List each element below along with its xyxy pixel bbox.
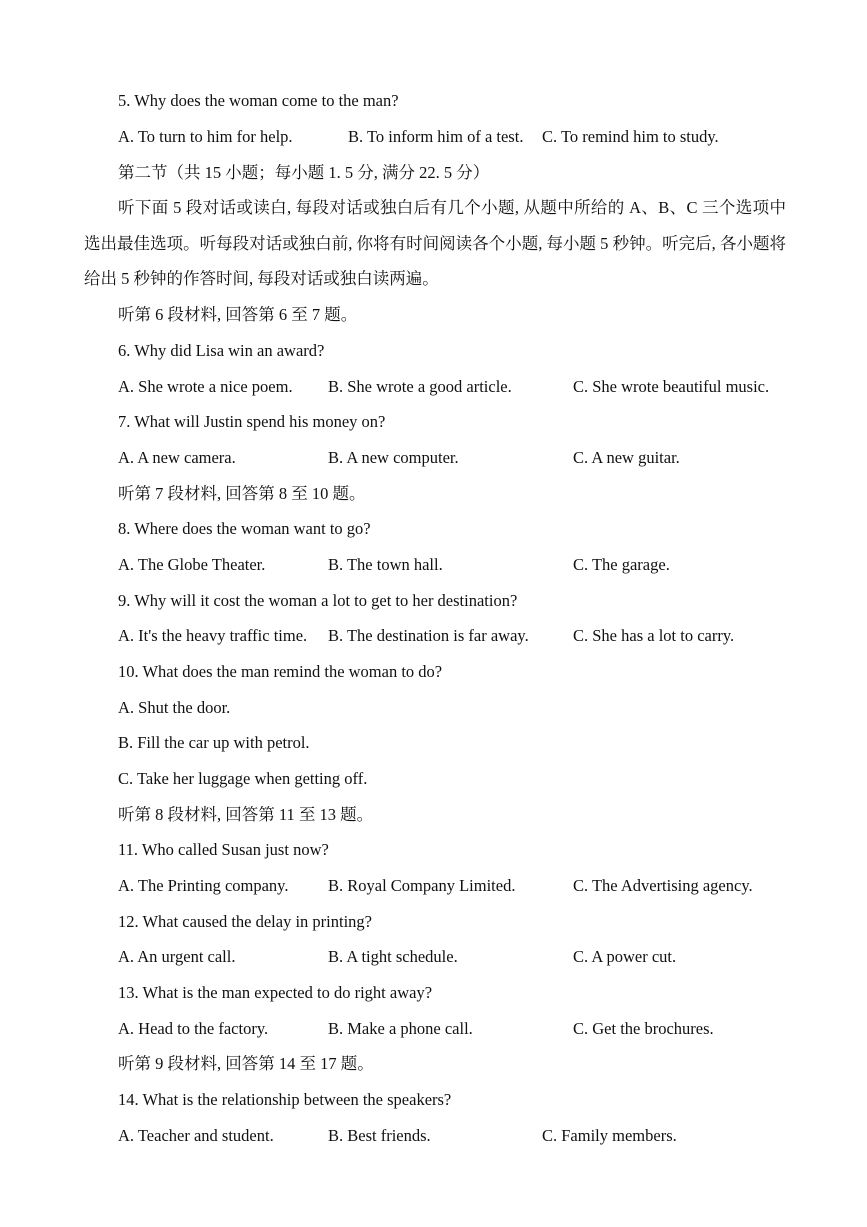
q14-option-a: A. Teacher and student. — [118, 1126, 274, 1145]
q14-stem: 14. What is the relationship between the speakers? — [118, 1090, 452, 1109]
q5-option-b: B. To inform him of a test. — [348, 127, 524, 146]
material-8-heading: 听第 8 段材料, 回答第 11 至 13 题。 — [118, 805, 374, 824]
q6-stem: 6. Why did Lisa win an award? — [118, 341, 325, 360]
q11-stem: 11. Who called Susan just now? — [118, 840, 329, 859]
q14-option-b: B. Best friends. — [328, 1126, 431, 1145]
q8-option-a: A. The Globe Theater. — [118, 555, 266, 574]
q10-stem: 10. What does the man remind the woman to do? — [118, 662, 443, 681]
q8-option-b: B. The town hall. — [328, 555, 443, 574]
q11-option-a: A. The Printing company. — [118, 876, 289, 895]
q11-option-b: B. Royal Company Limited. — [328, 876, 516, 895]
q5-stem: 5. Why does the woman come to the man? — [118, 91, 399, 110]
q6-option-a: A. She wrote a nice poem. — [118, 377, 293, 396]
q8-option-c: C. The garage. — [573, 555, 670, 574]
q9-option-a: A. It's the heavy traffic time. — [118, 626, 308, 645]
q13-option-c: C. Get the brochures. — [573, 1019, 714, 1038]
q12-option-c: C. A power cut. — [573, 947, 677, 966]
material-9-heading: 听第 9 段材料, 回答第 14 至 17 题。 — [118, 1054, 374, 1073]
q6-option-b: B. She wrote a good article. — [328, 377, 512, 396]
material-7-heading: 听第 7 段材料, 回答第 8 至 10 题。 — [118, 484, 366, 503]
q10-option-a: A. Shut the door. — [118, 698, 231, 717]
q7-option-c: C. A new guitar. — [573, 448, 680, 467]
q7-option-b: B. A new computer. — [328, 448, 459, 467]
q13-stem: 13. What is the man expected to do right away? — [118, 983, 433, 1002]
q11-option-c: C. The Advertising agency. — [573, 876, 753, 895]
q12-option-a: A. An urgent call. — [118, 947, 236, 966]
q7-stem: 7. What will Justin spend his money on? — [118, 412, 386, 431]
q6-option-c: C. She wrote beautiful music. — [573, 377, 770, 396]
q12-stem: 12. What caused the delay in printing? — [118, 912, 372, 931]
section2-heading: 第二节（共 15 小题；每小题 1. 5 分, 满分 22. 5 分） — [118, 163, 490, 182]
q14-option-c: C. Family members. — [542, 1126, 677, 1145]
q10-option-b: B. Fill the car up with petrol. — [118, 733, 310, 752]
q5-option-c: C. To remind him to study. — [542, 127, 719, 146]
q8-stem: 8. Where does the woman want to go? — [118, 519, 371, 538]
section2-instructions: 听下面 5 段对话或读白, 每段对话或独白后有几个小题, 从题中所给的 A、B、C 三个选项中选出最佳选项。听每段对话或独白前, 你将有时间阅读各个小题, 每小题 5 秒钟。听完后, 各小题将给出 5 秒钟的作答时间, 每段对话或独白读两遍。 — [84, 198, 786, 289]
q5-option-a: A. To turn to him for help. — [118, 127, 293, 146]
q10-option-c: C. Take her luggage when getting off. — [118, 769, 368, 788]
q7-option-a: A. A new camera. — [118, 448, 236, 467]
q13-option-b: B. Make a phone call. — [328, 1019, 473, 1038]
material-6-heading: 听第 6 段材料, 回答第 6 至 7 题。 — [118, 305, 358, 324]
q9-stem: 9. Why will it cost the woman a lot to get to her destination? — [118, 591, 518, 610]
q9-option-b: B. The destination is far away. — [328, 626, 529, 645]
q12-option-b: B. A tight schedule. — [328, 947, 458, 966]
q9-option-c: C. She has a lot to carry. — [573, 626, 735, 645]
q13-option-a: A. Head to the factory. — [118, 1019, 269, 1038]
